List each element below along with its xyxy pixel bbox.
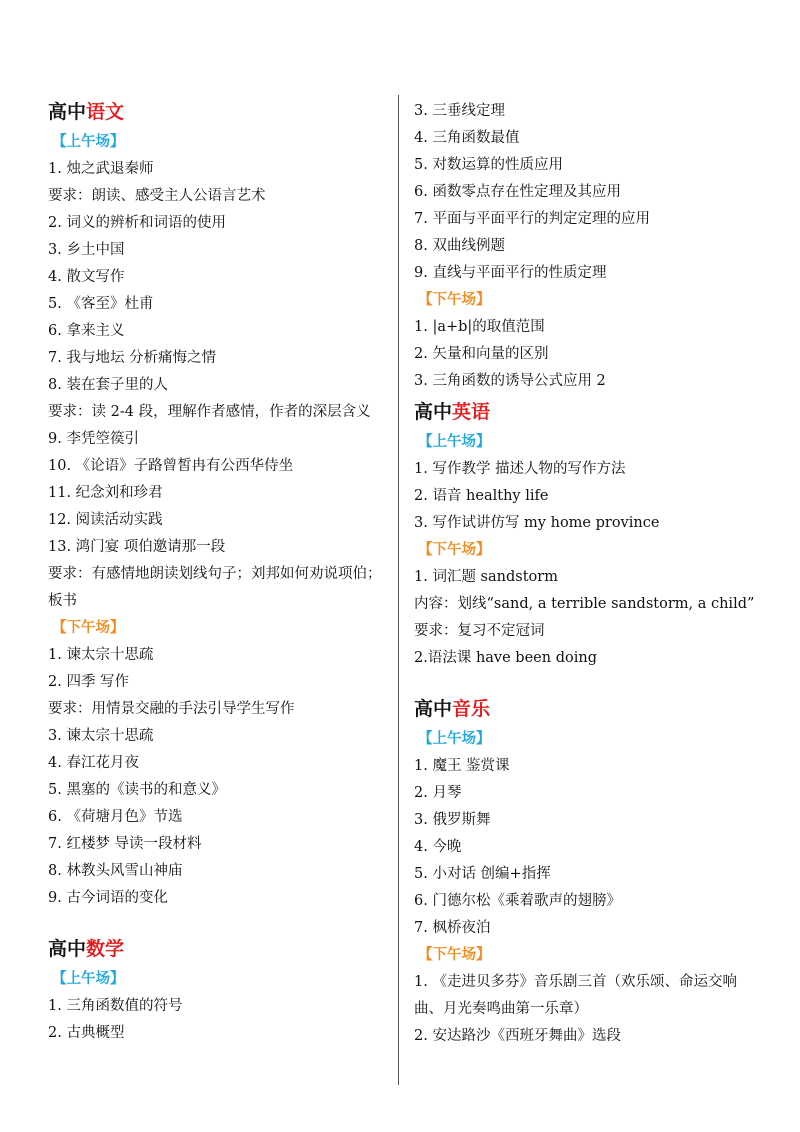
topic-line: 7. 平面与平面平行的判定定理的应用 <box>414 211 650 227</box>
subject-heading <box>414 395 759 429</box>
subject-prefix: 高中 <box>414 401 453 423</box>
topic-line: 4. 散文写作 <box>48 269 125 285</box>
topic-line: 7. 枫桥夜泊 <box>414 920 491 936</box>
topic-line: 1. 烛之武退秦师 <box>48 161 154 177</box>
topic-line: 要求：朗读、感受主人公语言艺术 <box>48 188 266 204</box>
topic-line: 要求：有感情地朗读划线句子；刘邦如何劝说项伯；板书 <box>48 566 382 609</box>
topic-line: 5. 《客至》杜甫 <box>48 296 154 312</box>
topic-line: 2. 安达路沙《西班牙舞曲》选段 <box>414 1028 621 1044</box>
topic-line: 8. 双曲线例题 <box>414 238 505 254</box>
topic-line: 6. 《荷塘月色》节选 <box>48 809 183 825</box>
session-morning-label: 【上午场】 <box>52 134 125 150</box>
topic-line: 2. 语音 healthy life <box>414 488 549 504</box>
subject-name: 音乐 <box>452 698 491 720</box>
topic-line: 6. 拿来主义 <box>48 323 125 339</box>
topic-line: 1. 写作教学 描述人物的写作方法 <box>414 461 626 477</box>
section-spacer <box>48 912 388 932</box>
topic-line: 1. 魔王 鉴赏课 <box>414 758 510 774</box>
column-divider <box>398 95 399 1085</box>
section-spacer <box>414 672 759 692</box>
topic-line: 要求：用情景交融的手法引导学生写作 <box>48 701 295 717</box>
subject-heading <box>48 95 388 129</box>
subject-name: 英语 <box>452 401 491 423</box>
subject-name: 数学 <box>86 938 125 960</box>
session-afternoon-label: 【下午场】 <box>418 542 491 558</box>
topic-line: 3. 三角函数的诱导公式应用 2 <box>414 373 606 389</box>
topic-line: 2. 古典概型 <box>48 1025 125 1041</box>
topic-line: 5. 对数运算的性质应用 <box>414 157 563 173</box>
topic-line: 1. |a+b|的取值范围 <box>414 319 545 335</box>
topic-line: 9. 李凭箜篌引 <box>48 431 139 447</box>
session-afternoon-label: 【下午场】 <box>418 947 491 963</box>
topic-line: 6. 门德尔松《乘着歌声的翅膀》 <box>414 893 621 909</box>
topic-line: 13. 鸿门宴 项伯邀请那一段 <box>48 539 226 555</box>
session-morning-label: 【上午场】 <box>418 434 491 450</box>
topic-line: 10. 《论语》子路曾皙冉有公西华侍坐 <box>48 458 294 474</box>
topic-line: 7. 红楼梦 导读一段材料 <box>48 836 202 852</box>
topic-line: 要求：读 2-4 段，理解作者感情，作者的深层含义 <box>48 404 371 420</box>
topic-line: 2. 矢量和向量的区别 <box>414 346 549 362</box>
topic-line: 内容：划线“sand, a terrible sandstorm, a child” <box>414 596 755 612</box>
subject-heading <box>48 932 388 966</box>
topic-line: 2. 四季 写作 <box>48 674 130 690</box>
subject-name: 语文 <box>86 101 125 123</box>
topic-line: 2. 词义的辨析和词语的使用 <box>48 215 226 231</box>
topic-line: 9. 直线与平面平行的性质定理 <box>414 265 607 281</box>
topic-line: 12. 阅读活动实践 <box>48 512 163 528</box>
subject-heading <box>414 692 759 726</box>
topic-line: 3. 乡土中国 <box>48 242 125 258</box>
topic-line: 8. 装在套子里的人 <box>48 377 168 393</box>
topic-line: 1. 三角函数值的符号 <box>48 998 183 1014</box>
topic-line: 2.语法课 have been doing <box>414 650 597 666</box>
session-morning-label: 【上午场】 <box>418 731 491 747</box>
session-afternoon-label: 【下午场】 <box>52 620 125 636</box>
topic-line: 9. 古今词语的变化 <box>48 890 168 906</box>
topic-line: 3. 谏太宗十思疏 <box>48 728 154 744</box>
topic-line: 4. 三角函数最值 <box>414 130 520 146</box>
topic-line: 3. 三垂线定理 <box>414 103 505 119</box>
topic-line: 4. 春江花月夜 <box>48 755 139 771</box>
topic-line: 2. 月琴 <box>414 785 462 801</box>
topic-line: 8. 林教头风雪山神庙 <box>48 863 183 879</box>
subject-prefix: 高中 <box>414 698 453 720</box>
right-column <box>414 98 759 1050</box>
topic-line: 7. 我与地坛 分析痛悔之情 <box>48 350 217 366</box>
topic-line: 6. 函数零点存在性定理及其应用 <box>414 184 621 200</box>
session-morning-label: 【上午场】 <box>52 971 125 987</box>
topic-line: 1. 词汇题 sandstorm <box>414 569 558 585</box>
topic-line: 3. 写作试讲仿写 my home province <box>414 515 660 531</box>
topic-line: 3. 俄罗斯舞 <box>414 812 491 828</box>
topic-line: 11. 纪念刘和珍君 <box>48 485 163 501</box>
left-column <box>48 95 388 1047</box>
topic-line: 要求：复习不定冠词 <box>414 623 545 639</box>
subject-prefix: 高中 <box>48 101 87 123</box>
topic-line: 5. 黑塞的《读书的和意义》 <box>48 782 226 798</box>
session-afternoon-label: 【下午场】 <box>418 292 491 308</box>
topic-line: 1. 《走进贝多芬》音乐剧三首（欢乐颂、命运交响曲、月光奏鸣曲第一乐章） <box>414 974 737 1017</box>
topic-line: 1. 谏太宗十思疏 <box>48 647 154 663</box>
topic-line: 4. 今晚 <box>414 839 462 855</box>
subject-prefix: 高中 <box>48 938 87 960</box>
topic-line: 5. 小对话 创编+指挥 <box>414 866 551 882</box>
